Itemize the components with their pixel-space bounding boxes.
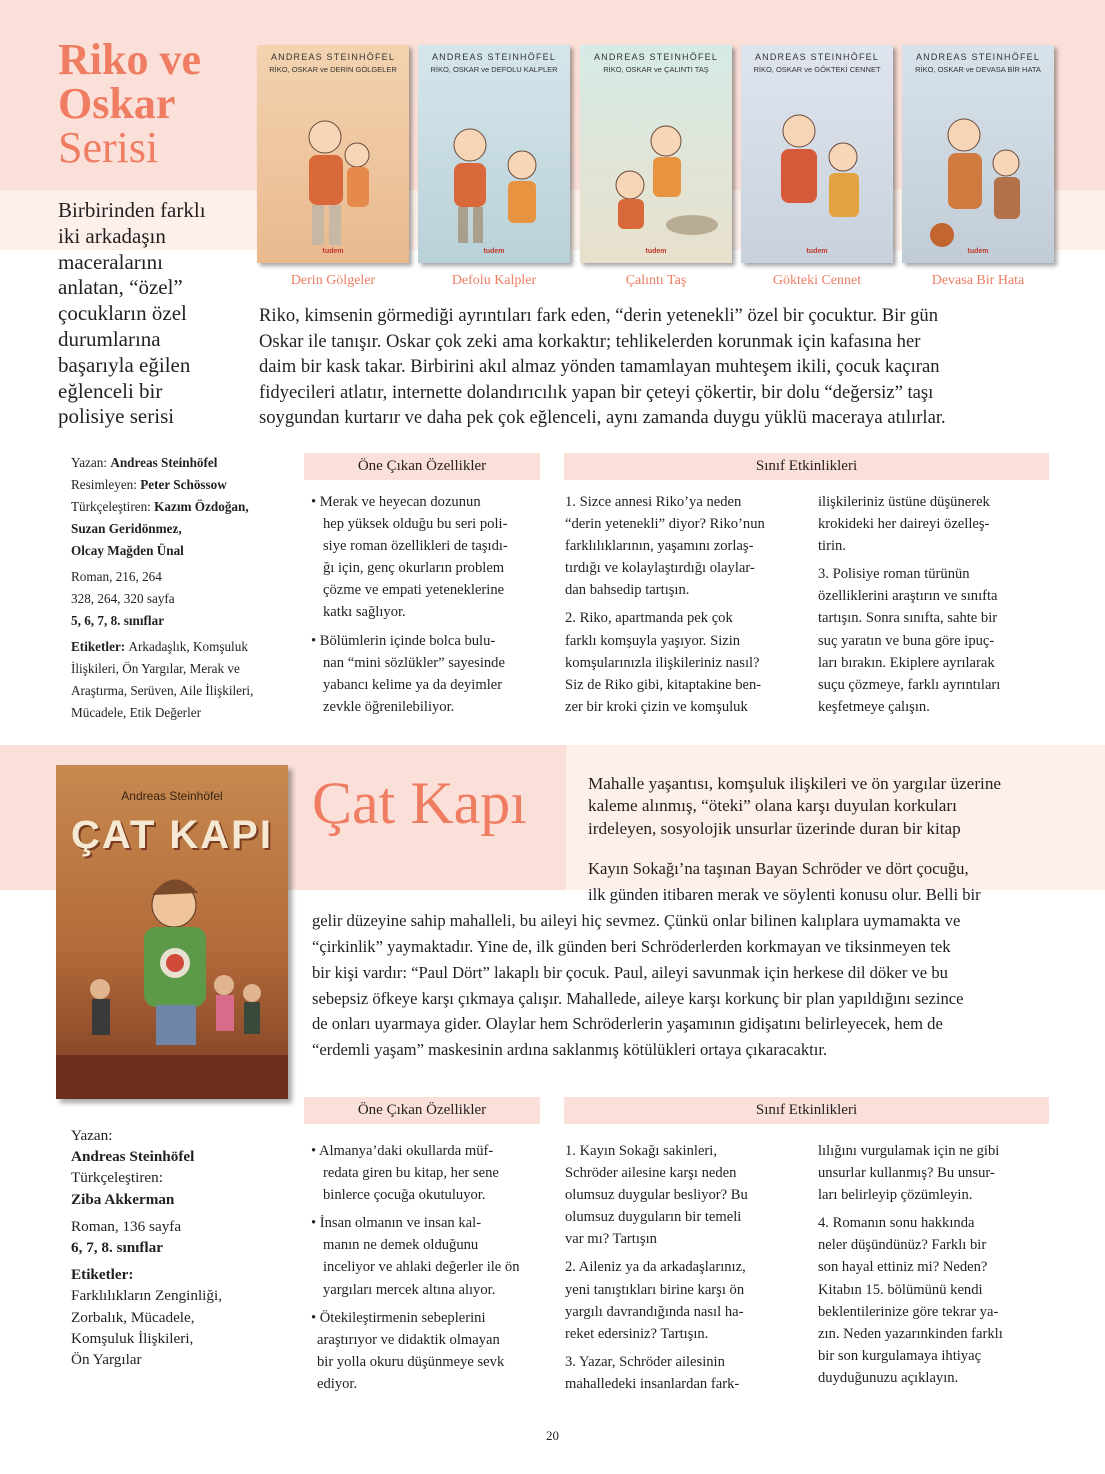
line: son hayal ettiniz mi? Neden?	[818, 1259, 988, 1276]
riko-summary	[259, 303, 946, 431]
intro-line: Mahalle yaşantısı, komşuluk ilişkileri ve ön yargılar üzerine	[588, 774, 1002, 793]
riko-title-line2: Oskar	[58, 79, 176, 128]
cover-publisher: tudem	[483, 248, 505, 255]
riko-title-line3: Serisi	[58, 123, 159, 172]
line: • Bölümlerin içinde bolca bulu-	[311, 632, 496, 649]
tagline-line: çocukların özel	[58, 301, 187, 326]
line: araştırıyor ve didaktik olmayan	[317, 1331, 500, 1348]
translator-name: Ziba Akkerman	[71, 1190, 175, 1208]
line: 3. Polisiye roman türünün	[818, 566, 970, 583]
line: olumsuz duyguların bir temeli	[565, 1209, 742, 1226]
translator-name: Olcay Mağden Ünal	[71, 543, 184, 558]
cover-caption: Defolu Kalpler	[451, 273, 537, 288]
line: bir yolla okuru düşünmeye sevk	[317, 1353, 505, 1370]
cover-defolu-kalpler	[418, 45, 570, 263]
line: olumsuz duygular besliyor? Bu	[565, 1187, 748, 1204]
line: çözme ve empati yeteneklerine	[323, 582, 505, 599]
line: ları bırakın. Ekiplere ayrılarak	[818, 654, 995, 671]
summary-line: gelir düzeyine sahip mahalleli, bu aileyi hiç sevmez. Çünkü onlar bilinen kalıplara uymamakta ve	[312, 910, 961, 930]
line: manın ne demek olduğunu	[323, 1237, 479, 1254]
cover-illustration	[257, 45, 409, 263]
translator-label: Türkçeleştiren:	[71, 499, 155, 514]
summary-line: daim bir kask takar. Birbirini akıl almaz yönden tamamlayan muhteşem ikili, çocuk kaçıran	[259, 356, 940, 377]
intro-line: irdeleyen, sosyolojik unsurlar üzerinde duran bir kitap	[588, 818, 961, 838]
cover-caption: Çalıntı Taş	[625, 273, 687, 288]
cover-illustration	[902, 45, 1054, 263]
grade-levels: 5, 6, 7, 8. sınıflar	[71, 613, 165, 628]
cover-caption: Derin Gölgeler	[290, 273, 376, 288]
line: neler düşündünüz? Farklı bir	[818, 1237, 987, 1254]
tagline-line: maceralarını	[58, 249, 163, 274]
line: • Ötekileştirmenin sebeplerini	[311, 1309, 486, 1326]
line: ları belirleyip çözümleyin.	[818, 1187, 973, 1204]
line: ediyor.	[317, 1375, 358, 1392]
cover-publisher: tudem	[806, 248, 828, 255]
activity-item	[565, 607, 805, 717]
intro-line: kaleme alınmış, “öteki” olana karşı duyulan korkuları	[588, 796, 957, 816]
line: siye roman özellikleri de taşıdı-	[323, 538, 508, 555]
cover-author: ANDREAS STEINHÖFEL	[270, 52, 396, 62]
tagline-line: Birbirinden farklı	[58, 198, 206, 222]
tagline-line: polisiye serisi	[58, 404, 175, 429]
features-header: Öne Çıkan Özellikler	[304, 453, 540, 480]
line: komşularınızla ilişkileriniz nasıl?	[565, 654, 760, 671]
cover-title: RİKO, OSKAR ve DEVASA BİR HATA	[915, 65, 1041, 74]
translator-name: Suzan Geridönmez,	[71, 521, 182, 536]
line: farklı komşuyla yaşıyor. Sizin	[565, 632, 741, 649]
line: unsurlar kullanmış? Bu unsur-	[818, 1165, 995, 1182]
cover-title: RİKO, OSKAR ve DERİN GÖLGELER	[269, 65, 397, 74]
activity-item	[818, 563, 1058, 718]
cover-author: ANDREAS STEINHÖFEL	[754, 52, 880, 62]
feature-item	[311, 491, 547, 624]
line: bir son kurgulamaya ihtiyaç	[818, 1347, 982, 1364]
features-header: Öne Çıkan Özellikler	[304, 1097, 540, 1124]
cat-activities-col1	[565, 1140, 805, 1401]
line: katkı sağlıyor.	[323, 604, 406, 621]
line: 2. Riko, apartmanda pek çok	[565, 610, 733, 627]
activity-item	[818, 1212, 1058, 1389]
cat-activities-col2	[818, 1140, 1058, 1395]
author-name: Andreas Steinhöfel	[71, 1148, 195, 1166]
line: farklılıklarının, yaşamını zorlaş-	[565, 538, 754, 555]
riko-activities-col2	[818, 491, 1058, 724]
summary-line: sebepsiz öfkeye karşı çıkmaya çalışır. Mahallede, aileye karşı korkunç bir plan yapıldığını sezince	[312, 988, 964, 1008]
line: 4. Romanın sonu hakkında	[818, 1215, 975, 1232]
feature-item	[311, 1307, 556, 1395]
book-format: Roman, 136 sayfa	[71, 1217, 182, 1235]
tags-label: Etiketler:	[71, 1266, 134, 1284]
cover-author: ANDREAS STEINHÖFEL	[431, 52, 557, 62]
line: lılığını vurgulamak için ne gibi	[818, 1143, 1000, 1159]
tags: Zorbalık, Mücadele,	[71, 1308, 195, 1326]
line: Siz de Riko gibi, kitaptakine ben-	[565, 676, 762, 693]
translator-label: Türkçeleştiren:	[71, 1169, 163, 1187]
summary-line: ilk günden itibaren merak ve söylenti konusu olur. Belli bir	[588, 884, 981, 904]
line: • İnsan olmanın ve insan kal-	[311, 1215, 482, 1232]
cover-publisher: tudem	[645, 248, 667, 255]
activity-item	[818, 1140, 1058, 1206]
line: ilişkileriniz üstüne düşünerek	[818, 494, 990, 510]
page-number: 20	[546, 1428, 559, 1443]
line: krokideki her daireyi özelleş-	[818, 516, 990, 533]
cat-kapi-intro	[588, 773, 1001, 840]
book-format: Roman, 216, 264	[71, 569, 162, 584]
feature-item	[311, 1140, 556, 1206]
line: redata giren bu kitap, her sene	[323, 1165, 499, 1182]
line: 1. Kayın Sokağı sakinleri,	[565, 1143, 717, 1159]
line: yargılı davrandığında nasıl ha-	[565, 1303, 744, 1320]
author-label: Yazan:	[71, 1127, 113, 1144]
illustrator-name: Peter Schössow	[140, 477, 227, 492]
cover-author: Andreas Steinhöfel	[121, 789, 223, 803]
summary-line: Kayın Sokağı’na taşınan Bayan Schröder ve dört çocuğu,	[588, 859, 969, 878]
cat-kapi-book-info	[71, 1125, 222, 1370]
line: tırdığı ve kolaylaştırdığı olaylar-	[565, 560, 755, 577]
line: “derin yetenekli” diyor? Riko’nun	[565, 516, 765, 533]
line: beklentilerinize göre tekrar ya-	[818, 1303, 999, 1320]
line: 3. Yazar, Schröder ailesinin	[565, 1353, 725, 1370]
activity-item	[565, 1256, 805, 1344]
line: ğı için, genç okurların problem	[323, 560, 505, 577]
line: 1. Sizce annesi Riko’ya neden	[565, 494, 742, 510]
cover-derin-golgeler	[257, 45, 409, 263]
author-label: Yazan:	[71, 455, 111, 470]
tagline-line: iki arkadaşın	[58, 223, 166, 248]
activities-header: Sınıf Etkinlikleri	[564, 1097, 1049, 1124]
activity-item	[818, 491, 1058, 557]
line: reket edersiniz? Tartışın.	[565, 1325, 709, 1342]
line: duyduğunuzu açıklayın.	[818, 1369, 959, 1386]
tags: Mücadele, Etik Değerler	[71, 705, 201, 720]
cat-kapi-title: Çat Kapı	[312, 770, 527, 836]
cover-illustration	[741, 45, 893, 263]
line: dan bahsedip tartışın.	[565, 582, 690, 599]
riko-book-info	[71, 452, 253, 724]
author-name: Andreas Steinhöfel	[110, 455, 218, 470]
line: yeni tanıştıkları birine karşı ön	[565, 1281, 745, 1298]
line: zın. Neden yazarınkinden farklı	[818, 1325, 1003, 1342]
translator-name: Kazım Özdoğan,	[154, 499, 249, 514]
tags: Komşuluk İlişkileri,	[71, 1329, 194, 1347]
activity-item	[565, 491, 805, 601]
cover-title: RİKO, OSKAR ve ÇALINTI TAŞ	[603, 65, 709, 74]
summary-line: de onları uyarmaya gider. Olaylar hem Schröderlerin yaşamının gidişatını belirleyecek, hem de	[312, 1014, 943, 1034]
line: zevkle öğrenilebiliyor.	[323, 698, 455, 715]
cover-author: ANDREAS STEINHÖFEL	[593, 52, 719, 62]
line: özelliklerini araştırın ve sınıfta	[818, 588, 998, 605]
tagline-line: durumlarına	[58, 326, 161, 351]
riko-title-line1: Riko ve	[58, 35, 201, 84]
activities-header: Sınıf Etkinlikleri	[564, 453, 1049, 480]
riko-series-title	[58, 35, 201, 172]
cover-publisher: tudem	[967, 248, 989, 255]
line: suçu çözmeye, farklı ayrıntıları	[818, 676, 1001, 693]
cat-features	[311, 1140, 556, 1401]
line: hep yüksek olduğu bu seri poli-	[323, 516, 508, 533]
line: yargıları mercek altına alıyor.	[323, 1281, 496, 1298]
summary-line: fidyecileri atlatır, internette dolandırıcılık yapan bir çeteyi çökertir, bir dolu “değersiz” taşı	[259, 381, 934, 403]
tags: Farklılıkların Zenginliği,	[71, 1287, 223, 1305]
tagline-line: eğlenceli bir	[58, 378, 163, 403]
tags: Arkadaşlık, Komşuluk	[128, 639, 248, 654]
riko-activities-col1	[565, 491, 805, 724]
summary-line: “erdemli yaşam” maskesinin ardına saklanmış kötülükleri ortaya çıkaracaktır.	[312, 1040, 828, 1060]
line: suç yaratın ve buna göre ipuç-	[818, 632, 995, 649]
cover-author: ANDREAS STEINHÖFEL	[915, 52, 1041, 62]
cover-publisher: tudem	[322, 248, 344, 255]
summary-line: bir kişi vardır: “Paul Dört” lakaplı bir çocuk. Paul, aileyi savunmak için herkese dil döker ve bu	[312, 962, 948, 982]
summary-line: soygundan kurtarır ve daha pek çok eğlenceli, aynı zamanda duygu yüklü maceraya atılırlar.	[259, 407, 946, 428]
activity-item	[565, 1351, 805, 1395]
tags-label: Etiketler:	[71, 639, 129, 654]
tags: İlişkileri, Ön Yargılar, Merak ve	[71, 661, 240, 676]
grade-levels: 6, 7, 8. sınıflar	[71, 1239, 163, 1257]
line: Schröder ailesine karşı neden	[565, 1165, 737, 1182]
feature-item	[311, 630, 547, 718]
line: var mı? Tartışın	[565, 1231, 657, 1248]
illustrator-label: Resimleyen:	[71, 477, 141, 492]
cover-gokteki-cennet	[741, 45, 893, 263]
cat-kapi-cover	[56, 765, 288, 1099]
tagline-line: anlatan, “özel”	[58, 275, 183, 300]
line: • Almanya’daki okullarda müf-	[311, 1143, 494, 1159]
summary-line: Riko, kimsenin görmediği ayrıntıları fark eden, “derin yetenekli” özel bir çocuktur. Bir gün	[259, 305, 938, 326]
riko-features	[311, 491, 547, 724]
summary-line: “çirkinlik” yaymaktadır. Yine de, ilk günden beri Schröderlerden korkmayan ve tiksinmeyen tek	[312, 936, 951, 956]
cover-illustration	[56, 765, 288, 1099]
line: • Merak ve heyecan dozunun	[311, 494, 481, 510]
line: tirin.	[818, 538, 846, 555]
riko-tagline	[58, 198, 206, 430]
line: yabancı kelime ya da deyimler	[323, 676, 503, 693]
cover-illustration	[418, 45, 570, 263]
line: binlerce çocuğa okutuluyor.	[323, 1187, 486, 1204]
cover-caption: Devasa Bir Hata	[931, 273, 1025, 288]
cover-caption: Gökteki Cennet	[772, 273, 862, 288]
tags: Ön Yargılar	[71, 1351, 142, 1369]
summary-line: Oskar ile tanışır. Oskar çok zeki ama korkaktır; tehlikelerden korunmak için kafasına her	[259, 330, 921, 352]
line: keşfetmeye çalışın.	[818, 698, 930, 715]
cover-devasa-bir-hata	[902, 45, 1054, 263]
cover-illustration	[580, 45, 732, 263]
tagline-line: başarıyla eğilen	[58, 352, 191, 377]
line: inceliyor ve ahlaki değerler ile ön	[323, 1259, 520, 1276]
feature-item	[311, 1212, 556, 1300]
cover-title: RİKO, OSKAR ve DEFOLU KALPLER	[430, 65, 558, 74]
book-format: 328, 264, 320 sayfa	[71, 591, 175, 606]
line: 2. Aileniz ya da arkadaşlarınız,	[565, 1259, 746, 1276]
line: nan “mini sözlükler” sayesinde	[323, 654, 505, 671]
line: Kitabın 15. bölümünü kendi	[818, 1281, 983, 1298]
line: tartışın. Sonra sınıfta, sahte bir	[818, 610, 998, 627]
cover-title: ÇAT KAPI	[71, 813, 273, 857]
cover-title: RİKO, OSKAR ve GÖKTEKİ CENNET	[753, 65, 881, 74]
line: zer bir kroki çizin ve komşuluk	[565, 698, 748, 715]
activity-item	[565, 1140, 805, 1250]
tags: Araştırma, Serüven, Aile İlişkileri,	[71, 683, 254, 698]
line: mahalledeki insanlardan fark-	[565, 1375, 740, 1392]
cover-calinti-tas	[580, 45, 732, 263]
cat-kapi-summary	[312, 856, 981, 1063]
